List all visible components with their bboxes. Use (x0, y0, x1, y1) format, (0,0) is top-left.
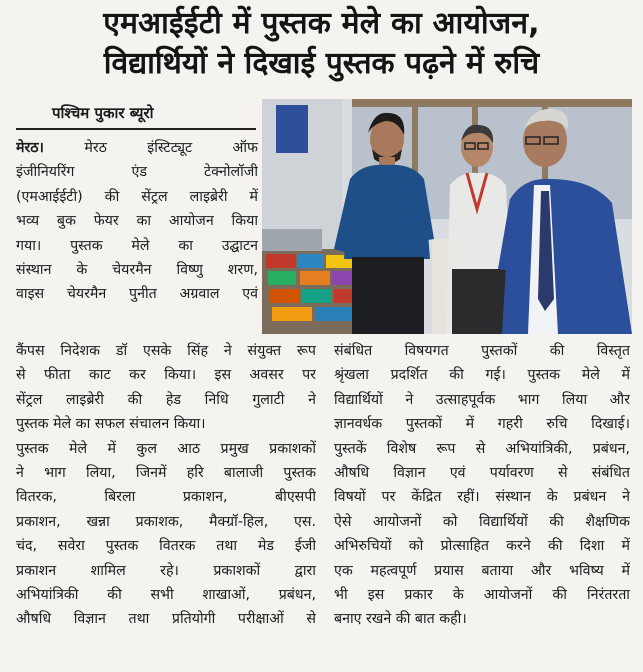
article-line: चंद, सवेरा पुस्तक वितरक तथा मेड ईजी (16, 538, 316, 555)
article-line: विषयों पर केंद्रित रहीं। संस्थान के प्रबंधन ने (334, 489, 630, 506)
article-line: बनाए रखने की बात कही। (334, 611, 467, 628)
headline-line-1: एमआईईटी में पुस्तक मेले का आयोजन, (103, 6, 540, 41)
article-line: इंजीनियरिंग एंड टेक्नोलॉजी (16, 164, 258, 181)
article-line: ने भाग लिया, जिनमें हरि बालाजी पुस्तक (16, 465, 316, 482)
article-line: प्रकाशन शामिल रहे। प्रकाशकों द्वारा (16, 562, 316, 579)
article-line: से फीता काट कर किया। इस अवसर पर (16, 367, 316, 384)
headline (0, 4, 643, 84)
article-line: वितरक, बिरला प्रकाशन, बीएसपी (16, 489, 316, 506)
article-line: अभियांत्रिकी की सभी शाखाओं, प्रबंधन, (16, 587, 316, 604)
article-line: श्रृंखला प्रदर्शित की गई। पुस्तक मेले में (334, 367, 630, 384)
article-line: गया। पुस्तक मेले का उद्घाटन (16, 237, 258, 254)
article-line: सेंट्रल लाइब्रेरी की हेड निधि गुलाटी ने (16, 391, 316, 408)
article-column-1 (16, 136, 258, 307)
article-line: भव्य बुक फेयर का आयोजन किया (16, 213, 258, 230)
article-line: मेरठ इंस्टिट्यूट ऑफ (43, 140, 258, 156)
article-line: ऐसे आयोजनों को विद्यार्थियों की शैक्षणिक (334, 513, 630, 530)
article-column-2 (16, 339, 316, 632)
article-line: पुस्तकें विशेष रूप से अभियांत्रिकी, प्रबंधन, (334, 440, 630, 457)
article-line: औषधि विज्ञान एवं पर्यावरण से संबंधित (334, 465, 630, 482)
article-line: पुस्तक मेले में कुल आठ प्रमुख प्रकाशकों (16, 440, 316, 457)
dateline: मेरठ। (16, 140, 44, 156)
article-line: संस्थान के चेयरमैन विष्णु शरण, (16, 262, 258, 279)
article-line: विद्यार्थियों ने उत्साहपूर्वक भाग लिया और (334, 391, 630, 408)
headline-line-2: विद्यार्थियों ने दिखाई पुस्तक पढ़ने में रुचि (103, 46, 540, 81)
article-line: पुस्तक मेले का सफल संचालन किया। (16, 416, 206, 433)
article-line: संबंधित विषयगत पुस्तकों की विस्तृत (334, 343, 630, 359)
article-line: (एमआईईटी) की सेंट्रल लाइब्रेरी में (16, 188, 258, 205)
article-line: ज्ञानवर्धक पुस्तकों में गहरी रुचि दिखाई। (334, 416, 630, 433)
article-line: वाइस चेयरमैन पुनीत अग्रवाल एवं (16, 286, 258, 303)
article-line: प्रकाशन, खन्ना प्रकाशक, मैक्ग्रॉ-हिल, एस. (16, 513, 316, 530)
article-line: अभिरुचियों को प्रोत्साहित करने की दिशा में (334, 538, 630, 555)
article-line: एक महत्वपूर्ण प्रयास बताया और भविष्य में (334, 562, 630, 579)
article-column-3 (334, 339, 630, 632)
byline-rule (16, 128, 256, 130)
byline: पश्चिम पुकार ब्यूरो (52, 104, 154, 122)
news-photo (262, 99, 632, 334)
news-photo-illustration (262, 99, 632, 334)
article-line: भी इस प्रकार के आयोजनों की निरंतरता (334, 587, 630, 604)
article-line: कैंपस निदेशक डॉ एसके सिंह ने संयुक्त रूप (16, 343, 316, 359)
article-line: औषधि विज्ञान तथा प्रतियोगी परीक्षाओं से (16, 611, 316, 628)
